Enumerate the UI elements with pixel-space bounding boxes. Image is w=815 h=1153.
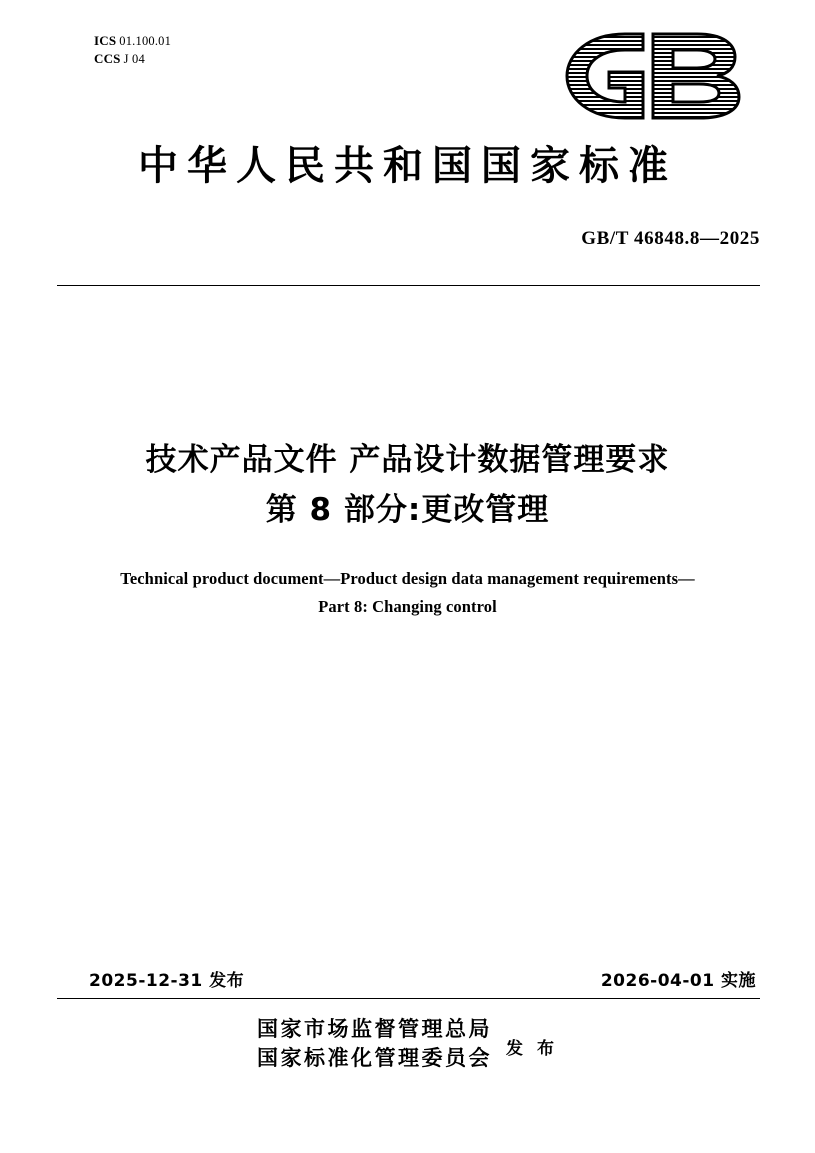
issue-date: 2025-12-31 发布 (89, 971, 245, 991)
classification-codes (94, 32, 171, 68)
issuer-line-1: 国家市场监督管理总局 (257, 1016, 493, 1041)
footer-divider (57, 998, 760, 999)
ccs-code-line (94, 50, 171, 68)
document-title-line-2: 第 8 部分:更改管理 (265, 492, 550, 528)
issuer-line-2: 国家标准化管理委员会 (257, 1045, 493, 1070)
standard-number: GB/T 46848.8—2025 (581, 228, 760, 249)
ics-code-line (94, 32, 171, 50)
header-divider (57, 285, 760, 286)
document-title-en-line-2: Part 8: Changing control (318, 597, 497, 616)
document-title-english (0, 565, 815, 621)
issue-verb: 发 布 (506, 1038, 558, 1059)
document-title-en-line-1: Technical product document—Product design data management requirements— (120, 569, 695, 588)
ics-label: ICS (94, 33, 117, 48)
national-standard-title: 中华人民共和国国家标准 (138, 142, 677, 189)
effective-date: 2026-04-01 实施 (600, 971, 756, 991)
ics-value: 01.100.01 (119, 34, 172, 48)
document-title-line-1: 技术产品文件 产品设计数据管理要求 (145, 442, 670, 478)
ccs-label: CCS (94, 51, 121, 66)
issuer-names (257, 1014, 492, 1072)
dates-row (57, 966, 760, 992)
document-title-chinese (0, 437, 815, 533)
ccs-value: J 04 (123, 52, 145, 66)
issuing-organizations (0, 1014, 815, 1072)
gb-logo-icon (557, 28, 747, 124)
